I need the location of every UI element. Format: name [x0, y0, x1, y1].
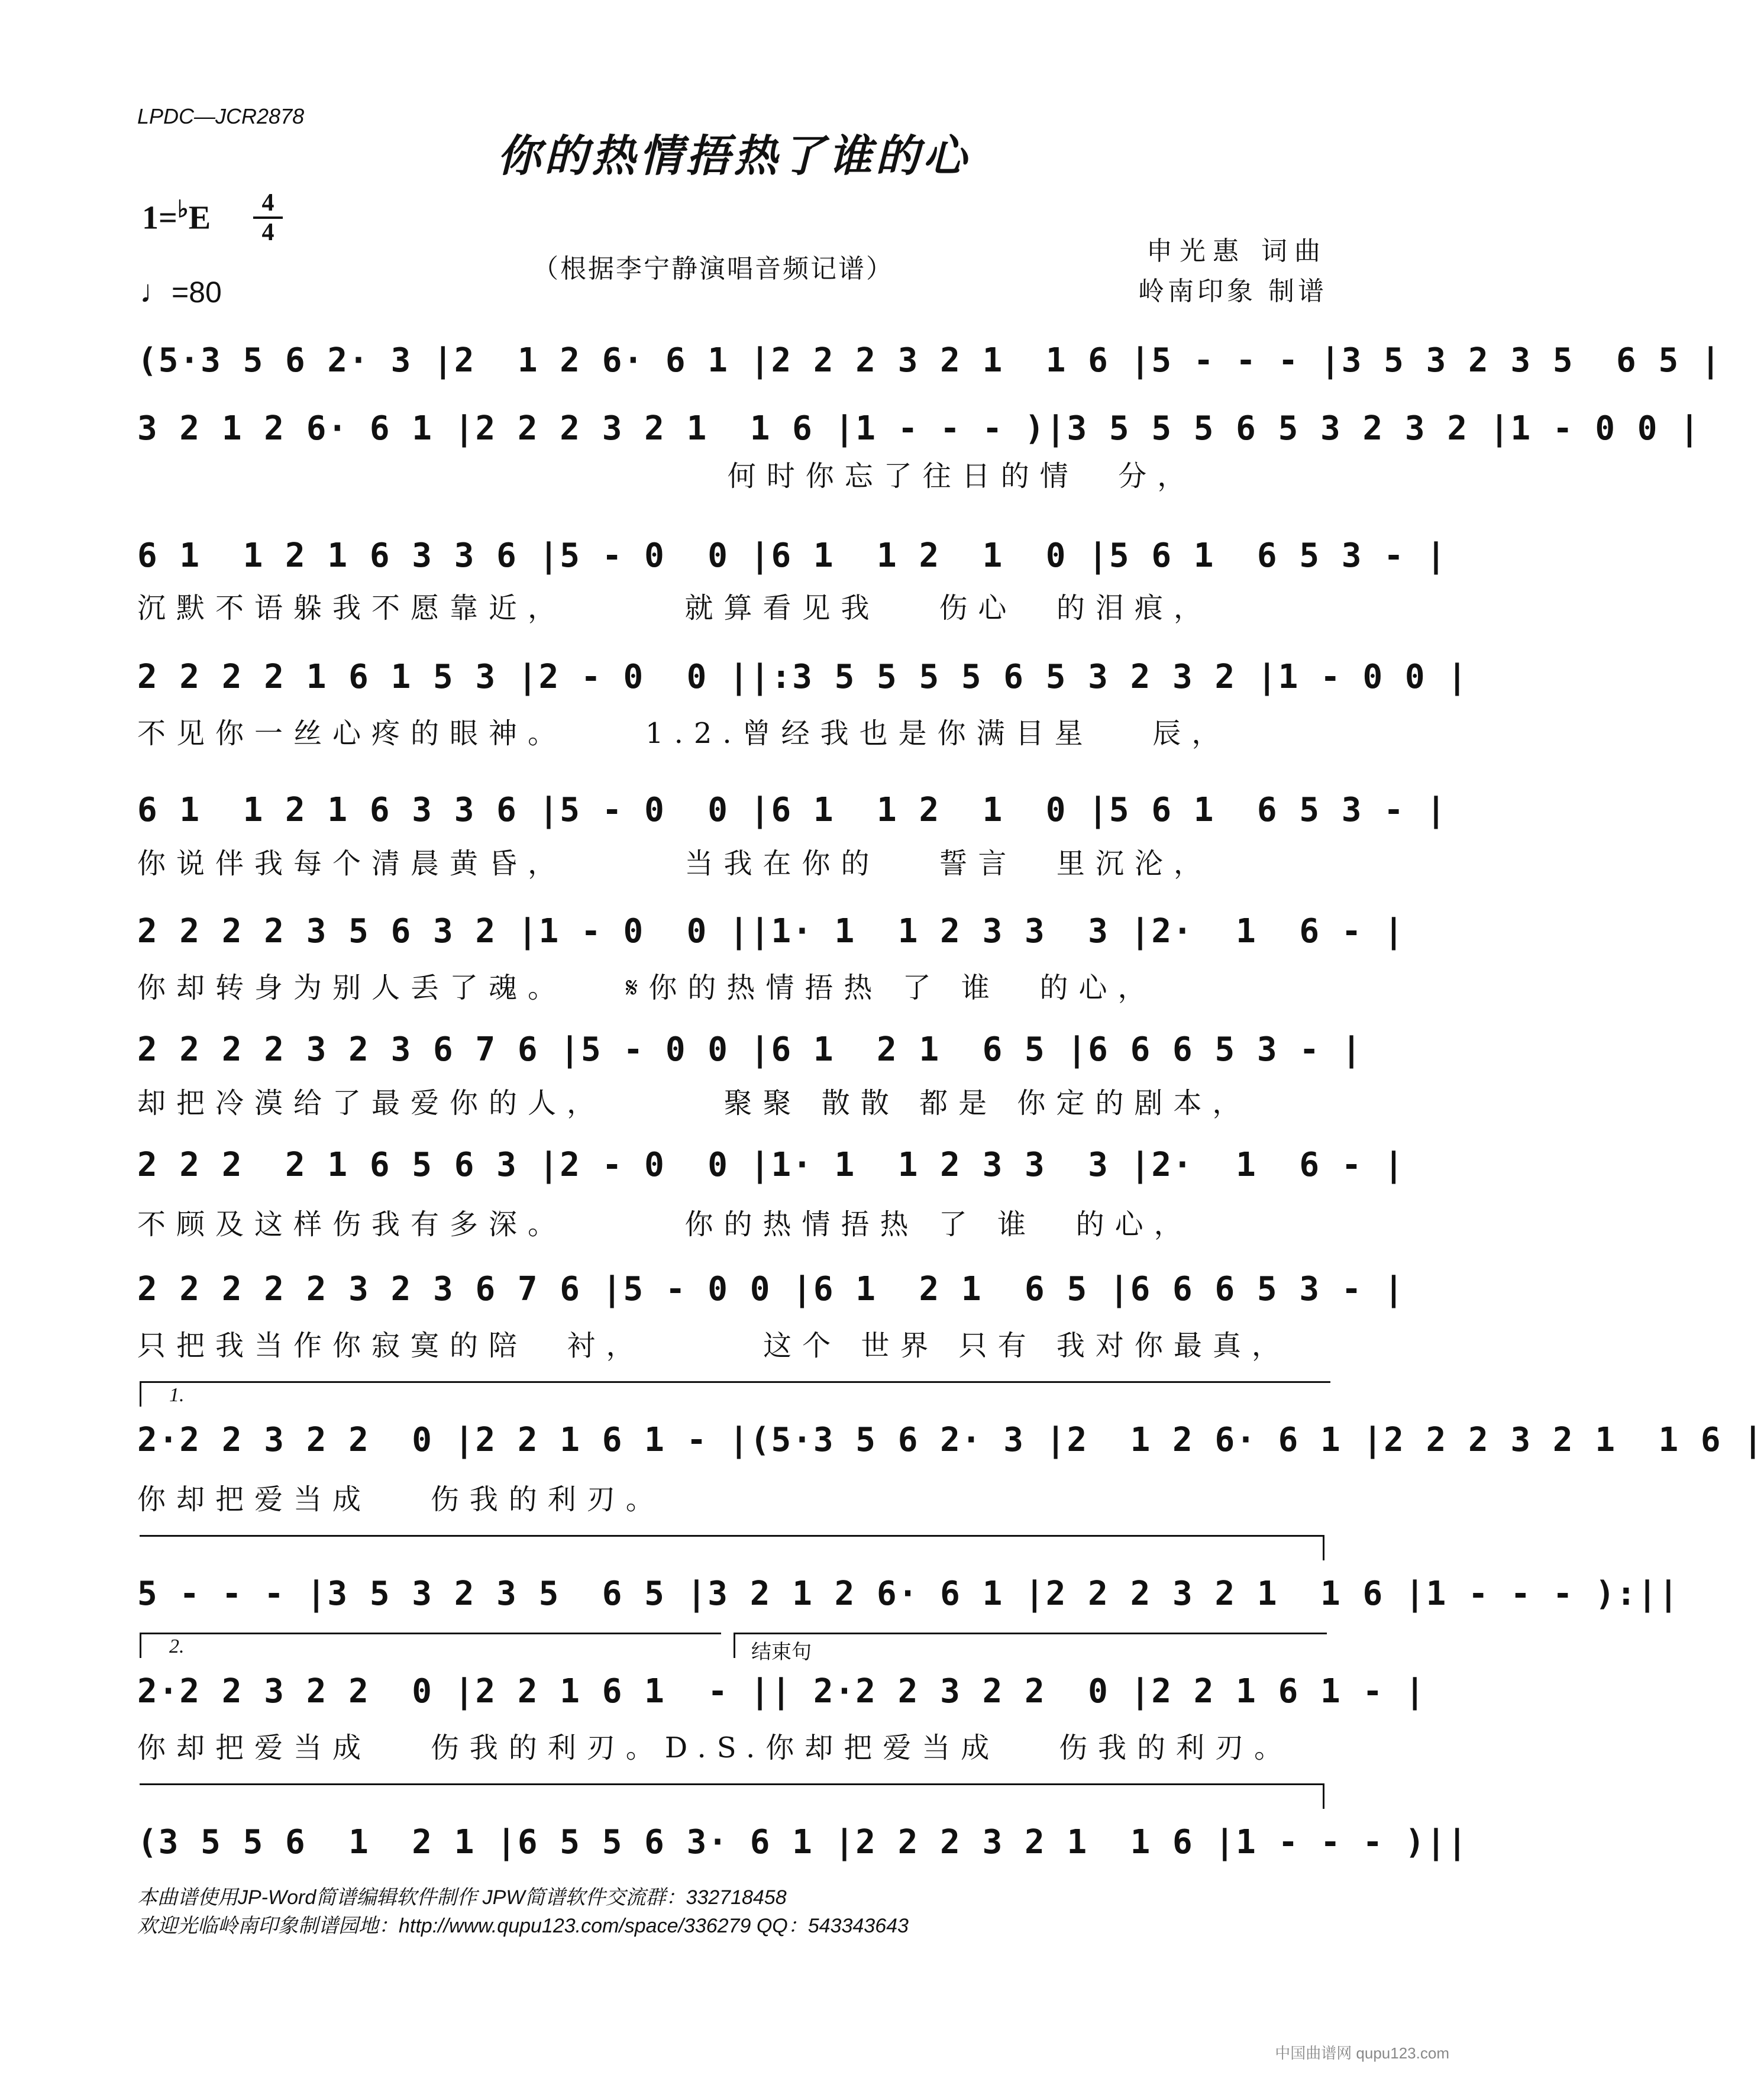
song-title: 你的热情捂热了谁的心: [497, 131, 970, 182]
time-top: 4: [261, 189, 274, 216]
ending-1-bracket: [140, 1381, 1330, 1407]
tempo-marking: [140, 273, 222, 310]
flat-icon: ♭: [177, 196, 189, 222]
lyrics-row: 只把我当作你寂寞的陪 衬， 这个 世界 只有 我对你最真，: [137, 1329, 1291, 1362]
notation-row: 6 1 1 2 1 6 3 3 6 |5 - 0 0 |6 1 1 2 1 0 |5 6 1 6 5 3 - |: [137, 791, 1448, 829]
notation-row: 3 2 1 2 6· 6 1 |2 2 2 3 2 1 1 6 |1 - - - )|3 5 5 5 6 5 3 2 3 2 |1 - 0 0 |: [137, 409, 1701, 448]
footer-line-2: 欢迎光临岭南印象制谱园地：http://www.qupu123.com/space/336279 QQ：543343643: [137, 1915, 909, 1937]
time-signature: [253, 190, 283, 245]
notation-row: 2·2 2 3 2 2 0 |2 2 1 6 1 - || 2·2 2 3 2 2 0 |2 2 1 6 1 - |: [137, 1672, 1426, 1711]
key-prefix: 1=: [142, 199, 177, 237]
lyrics-row: 你却把爱当成 伤我的利刃。: [137, 1483, 665, 1516]
ending-2-label: 2.: [169, 1636, 185, 1657]
ending-1-bracket-continued: [140, 1535, 1324, 1560]
composer-credit: 申光惠 词曲: [1146, 236, 1327, 266]
lyrics-row: 何时你忘了往日的情 分，: [137, 460, 1197, 493]
notation-row: 2 2 2 2 1 6 1 5 3 |2 - 0 0 ||:3 5 5 5 5 6 5 3 2 3 2 |1 - 0 0 |: [137, 658, 1469, 696]
notation-row: 2·2 2 3 2 2 0 |2 2 1 6 1 - |(5·3 5 6 2· 3 |2 1 2 6· 6 1 |2 2 2 3 2 1 1 6 |: [137, 1421, 1764, 1459]
tempo-value: =80: [172, 276, 222, 309]
ending-2-bracket: [140, 1633, 721, 1658]
notation-row: 5 - - - |3 5 3 2 3 5 6 5 |3 2 1 2 6· 6 1 |2 2 2 3 2 1 1 6 |1 - - - ):||: [137, 1575, 1680, 1613]
coda-label: 结束句: [751, 1640, 812, 1664]
notation-row: 2 2 2 2 3 5 6 3 2 |1 - 0 0 ||1· 1 1 2 3 3 3 |2· 1 6 - |: [137, 912, 1405, 951]
key-signature: [142, 195, 211, 237]
site-watermark: 中国曲谱网 qupu123.com: [1275, 2044, 1449, 2062]
notation-row: 6 1 1 2 1 6 3 3 6 |5 - 0 0 |6 1 1 2 1 0 |5 6 1 6 5 3 - |: [137, 536, 1448, 575]
coda-bracket-continued: [140, 1783, 1324, 1809]
lyrics-row: 不见你一丝心疼的眼神。 1.2.曾经我也是你满目星 辰，: [137, 717, 1231, 750]
quarter-note-icon: ♩: [140, 274, 172, 309]
notation-row: (3 5 5 6 1 2 1 |6 5 5 6 3· 6 1 |2 2 2 3 2 1 1 6 |1 - - - )||: [137, 1823, 1469, 1861]
lyrics-row: 你却转身为别人丢了魂。 𝄋你的热情捂热 了 谁 的心，: [137, 971, 1157, 1004]
notation-row: 2 2 2 2 2 3 2 3 6 7 6 |5 - 0 0 |6 1 2 1 6 5 |6 6 6 5 3 - |: [137, 1270, 1405, 1308]
score-code: LPDC—JCR2878: [137, 104, 305, 128]
footer-line-1: 本曲谱使用JP-Word简谱编辑软件制作 JPW简谱软件交流群：332718458: [137, 1886, 787, 1909]
notation-row: 2 2 2 2 3 2 3 6 7 6 |5 - 0 0 |6 1 2 1 6 5 |6 6 6 5 3 - |: [137, 1030, 1363, 1069]
lyrics-row: 你说伴我每个清晨黄昏， 当我在你的 誓言 里沉沦，: [137, 847, 1213, 880]
ending-1-label: 1.: [169, 1384, 185, 1406]
lyrics-row: 却把冷漠给了最爱你的人， 聚聚 散散 都是 你定的剧本，: [137, 1087, 1252, 1120]
time-bottom: 4: [261, 219, 274, 246]
lyrics-row: 你却把爱当成 伤我的利刃。D.S.你却把爱当成 伤我的利刃。: [137, 1731, 1294, 1764]
coda-bracket: [734, 1633, 1327, 1658]
lyrics-row: 不顾及这样伤我有多深。 你的热情捂热 了 谁 的心，: [137, 1208, 1193, 1241]
notation-row: (5·3 5 6 2· 3 |2 1 2 6· 6 1 |2 2 2 3 2 1 1 6 |5 - - - |3 5 3 2 3 5 6 5 |: [137, 341, 1722, 380]
lyrics-row: 沉默不语躲我不愿靠近， 就算看见我 伤心 的泪痕，: [137, 592, 1213, 625]
key-note: E: [188, 199, 211, 237]
notation-row: 2 2 2 2 1 6 5 6 3 |2 - 0 0 |1· 1 1 2 3 3 3 |2· 1 6 - |: [137, 1146, 1405, 1184]
arranger-credit: 岭南印象 制谱: [1138, 276, 1327, 306]
source-note: （根据李宁静演唱音频记谱）: [532, 254, 894, 284]
